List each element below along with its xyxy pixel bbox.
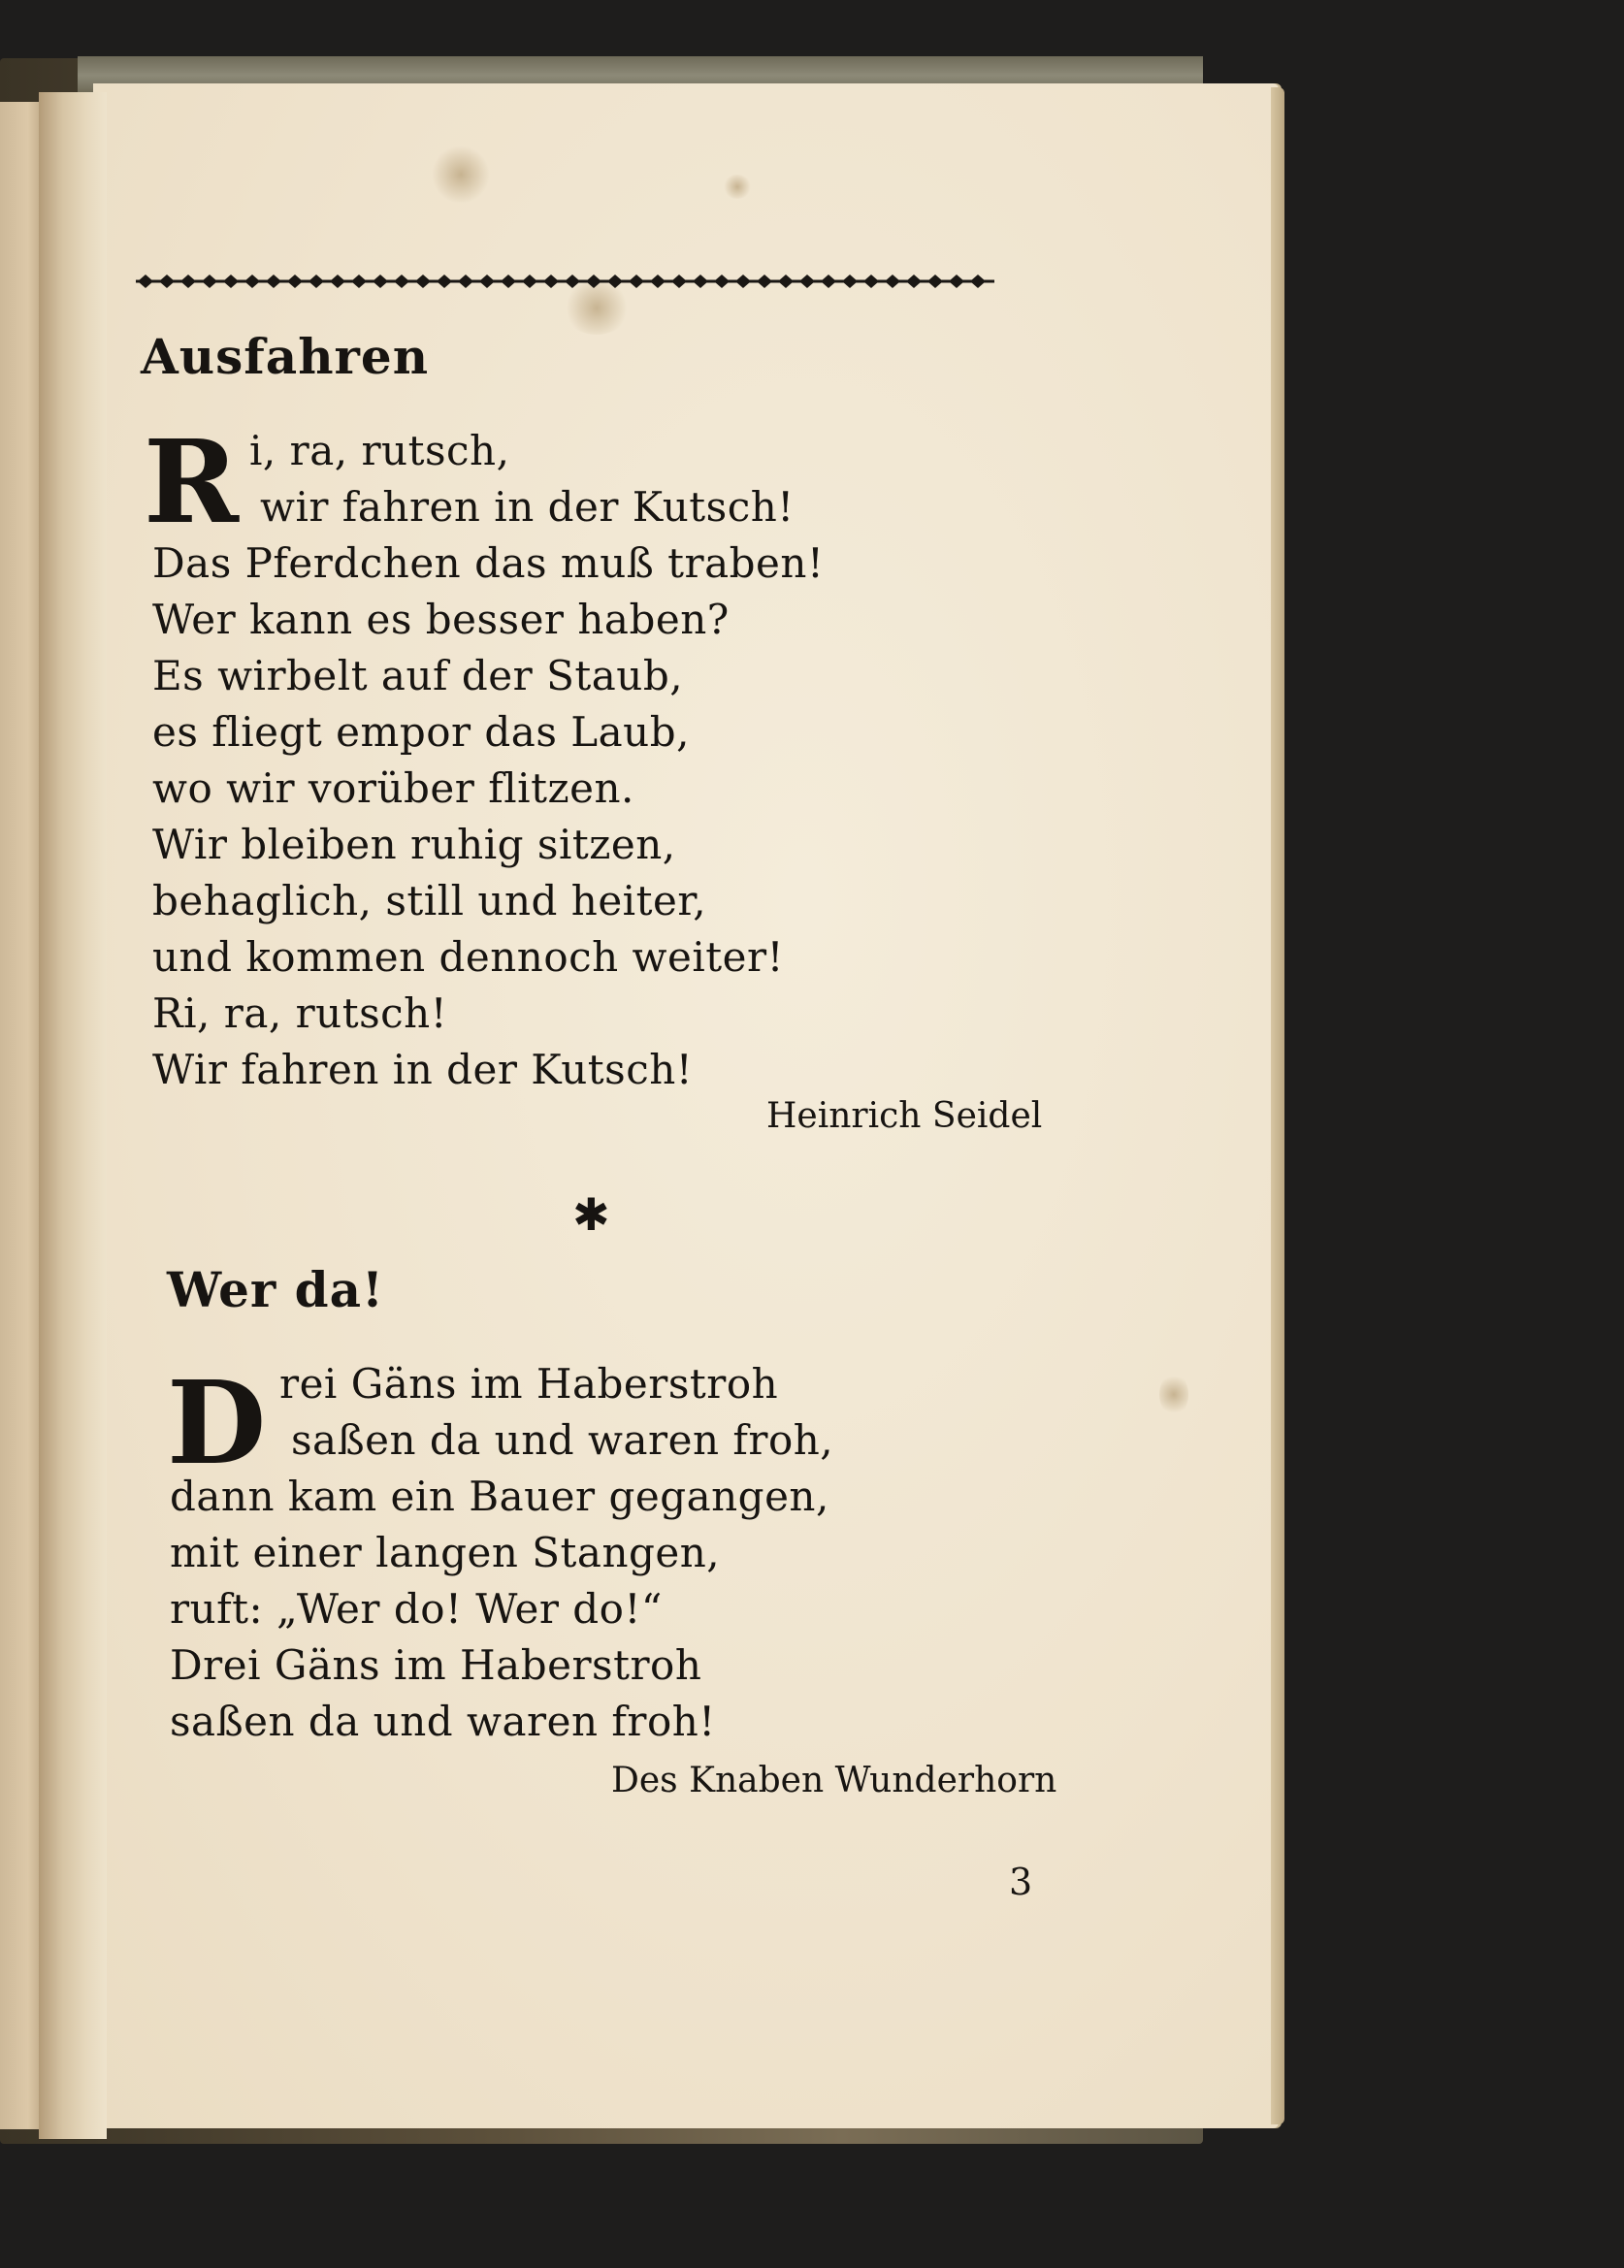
ornament-diamond xyxy=(970,275,986,288)
poem-line: es fliegt empor das Laub, xyxy=(152,708,690,756)
ornament-diamond xyxy=(565,275,580,288)
poem-line: rei Gäns im Haberstroh xyxy=(279,1360,779,1408)
ornament-diamond xyxy=(266,275,281,288)
ornament-diamond xyxy=(586,275,601,288)
foxing-stain xyxy=(723,175,752,199)
ornament-diamond xyxy=(330,275,345,288)
right-page xyxy=(93,83,1279,2128)
ornament-diamond xyxy=(394,275,409,288)
poem-line: Wir fahren in der Kutsch! xyxy=(152,1046,694,1093)
ornament-diamond xyxy=(842,275,858,288)
poem-line: wir fahren in der Kutsch! xyxy=(260,483,795,531)
ornament-diamond xyxy=(223,275,239,288)
ornament-diamond xyxy=(927,275,943,288)
ornament-diamond xyxy=(458,275,473,288)
ornament-diamond xyxy=(629,275,644,288)
poem-title: Wer da! xyxy=(167,1261,384,1318)
ornament-diamond xyxy=(885,275,900,288)
poem-line: Wer kann es besser haben? xyxy=(152,596,730,643)
ornament-diamond xyxy=(373,275,388,288)
book-gutter xyxy=(39,92,107,2139)
ornament-diamond xyxy=(309,275,324,288)
poem-line: saßen da und waren froh! xyxy=(170,1698,716,1745)
ornament-diamond xyxy=(415,275,431,288)
poem-line: Ri, ra, rutsch! xyxy=(152,989,448,1037)
ornament-diamond xyxy=(949,275,964,288)
ornament-diamond xyxy=(180,275,196,288)
drop-cap: R xyxy=(144,414,240,549)
poem-line: Das Pferdchen das muß traben! xyxy=(152,539,825,587)
poem-author: Heinrich Seidel xyxy=(766,1096,1043,1136)
poem-author: Des Knaben Wunderhorn xyxy=(611,1761,1057,1800)
ornament-rule xyxy=(136,267,994,296)
poem-line: wo wir vorüber flitzen. xyxy=(152,764,634,812)
ornament-diamond xyxy=(138,275,153,288)
poem-title: Ausfahren xyxy=(141,328,430,385)
ornament-diamond xyxy=(479,275,495,288)
ornament-diamond xyxy=(821,275,836,288)
ornament-diamond xyxy=(607,275,623,288)
ornament-diamond xyxy=(799,275,815,288)
ornament-diamond xyxy=(159,275,175,288)
ornament-diamond xyxy=(501,275,516,288)
poem-line: saßen da und waren froh, xyxy=(291,1416,834,1464)
ornament-diamond xyxy=(650,275,666,288)
ornament-diamond xyxy=(863,275,879,288)
ornament-diamond xyxy=(437,275,452,288)
ornament-diamond xyxy=(543,275,559,288)
poem-line: mit einer langen Stangen, xyxy=(170,1529,721,1576)
ornament-diamond xyxy=(757,275,772,288)
ornament-diamond xyxy=(778,275,794,288)
ornament-diamond xyxy=(693,275,708,288)
ornament-diamond xyxy=(671,275,687,288)
poem-line: i, ra, rutsch, xyxy=(249,427,510,474)
poem-line: dann kam ein Bauer gegangen, xyxy=(170,1473,829,1520)
drop-cap: D xyxy=(167,1355,267,1490)
poem-line: und kommen dennoch weiter! xyxy=(152,933,784,981)
ornament-diamond xyxy=(351,275,367,288)
poem-line: behaglich, still und heiter, xyxy=(152,877,707,924)
ornament-diamond xyxy=(287,275,303,288)
ornament-diamond xyxy=(202,275,217,288)
poem-line: Wir bleiben ruhig sitzen, xyxy=(152,821,676,868)
ornament-diamond xyxy=(906,275,922,288)
poem-line: Drei Gäns im Haberstroh xyxy=(170,1641,702,1689)
foxing-stain xyxy=(432,146,490,204)
poem-line: ruft: „Wer do! Wer do!“ xyxy=(170,1585,663,1633)
ornament-diamond xyxy=(714,275,730,288)
poem-line: Es wirbelt auf der Staub, xyxy=(152,652,684,699)
ornament-diamond xyxy=(244,275,260,288)
ornament-diamond xyxy=(735,275,751,288)
ornament-diamond xyxy=(522,275,537,288)
page-edge xyxy=(1271,87,1284,2124)
asterisk-separator: ✱ xyxy=(572,1188,610,1241)
foxing-stain xyxy=(1159,1373,1188,1416)
page-number: 3 xyxy=(1009,1861,1033,1903)
